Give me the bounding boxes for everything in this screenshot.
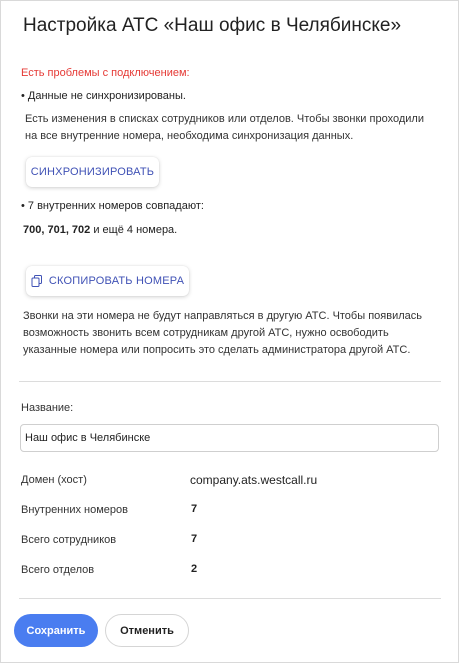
sync-button-label: СИНХРОНИЗИРОВАТЬ [30, 166, 155, 178]
sync-button[interactable] [26, 157, 159, 187]
employees-value: 7 [191, 533, 198, 545]
matched-numbers-description: Звонки на эти номера не будут направляться в другую АТС. Чтобы появилась возможность звонить всем сотрудникам другой АТС, нужно освободить указанные номера или попросить это сделать администратора другой АТС. [23, 310, 422, 356]
matched-numbers-more: и ещё 4 номера. [90, 224, 178, 236]
extensions-label: Внутренних номеров [21, 504, 128, 516]
section-divider [19, 381, 441, 382]
dialog-title: Настройка АТС «Наш офис в Челябинске» [23, 15, 402, 36]
departments-value: 2 [191, 563, 198, 575]
cancel-button[interactable]: Отменить [105, 614, 189, 647]
matched-numbers-list: 700, 701, 702 [23, 224, 91, 236]
sync-description: Есть изменения в списках сотрудников или отделов. Чтобы звонки проходили на все внутренние номера, необходима синхронизация данных. [25, 113, 424, 142]
matched-numbers-bullet: • 7 внутренних номеров совпадают: [21, 200, 204, 212]
employees-label: Всего сотрудников [21, 534, 117, 546]
domain-value: company.ats.westcall.ru [190, 473, 318, 487]
extensions-value: 7 [191, 503, 198, 515]
departments-label: Всего отделов [21, 564, 95, 576]
domain-label: Домен (хост) [21, 474, 87, 486]
name-label: Название: [21, 402, 74, 414]
matched-numbers-line [23, 224, 177, 236]
copy-icon [31, 275, 43, 287]
name-input[interactable] [20, 424, 439, 452]
connection-error-title: Есть проблемы с подключением: [21, 67, 190, 79]
save-button[interactable]: Сохранить [14, 614, 98, 647]
footer-divider [19, 598, 441, 599]
copy-numbers-label: СКОПИРОВАТЬ НОМЕРА [48, 275, 185, 287]
copy-numbers-button[interactable] [26, 266, 189, 296]
sync-status-bullet: • Данные не синхронизированы. [21, 90, 186, 102]
